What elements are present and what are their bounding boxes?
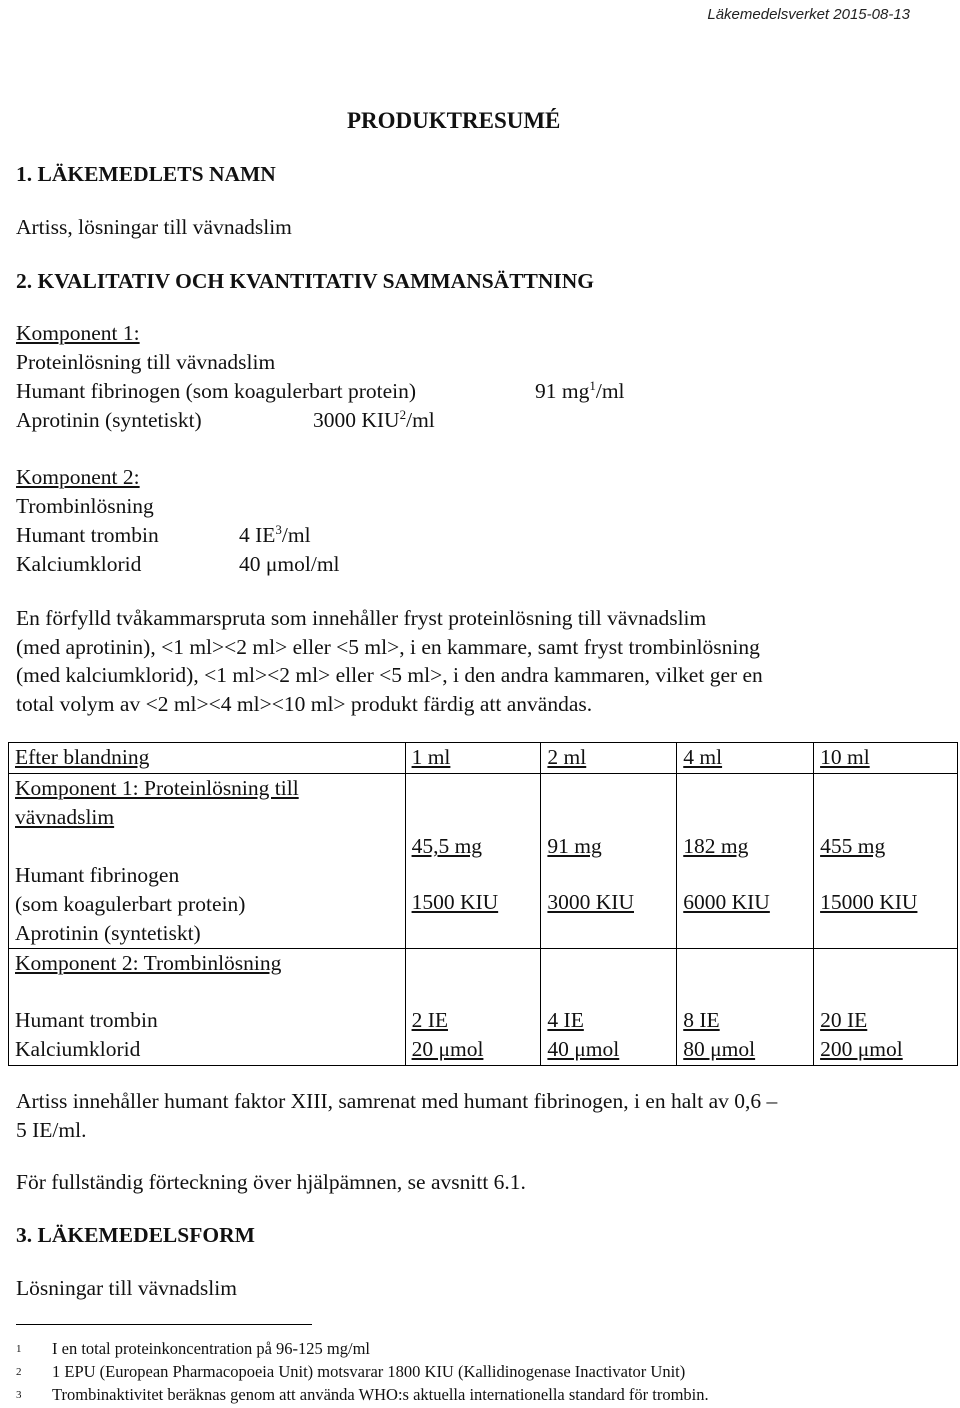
table-row-component-2 [9, 949, 958, 1066]
k1-aprotinin-label: Aprotinin (syntetiskt) [16, 408, 202, 432]
k1-aprotinin-value: 3000 KIU$^2$/ml [313, 406, 435, 432]
header-cell: 2 ml [541, 743, 677, 774]
header-cell: 1 ml [405, 743, 541, 774]
description-line-2: (med aprotinin), <1 ml><2 ml> eller <5 ml>, i en kammare, samt fryst trombinlösning [16, 635, 760, 659]
k2-calcium-label: Kalciumklorid [16, 552, 142, 576]
section-1-heading: 1. LÄKEMEDLETS NAMN [16, 162, 276, 186]
composition-table [8, 742, 958, 1066]
header-cell: 10 ml [814, 743, 958, 774]
value-cell: 2 IE 20 μmol [405, 949, 541, 1066]
footnote-separator [16, 1324, 312, 1325]
table-aprotinin-label: Aprotinin (syntetiskt) [15, 921, 201, 945]
k2-label-cell [9, 949, 406, 1066]
value-cell: 91 mg 3000 KIU [541, 774, 677, 949]
excipients-note: För fullständig förteckning över hjälpämnen, se avsnitt 6.1. [16, 1170, 526, 1194]
table-calcium-label: Kalciumklorid [15, 1037, 141, 1061]
factor-xiii-line-2: 5 IE/ml. [16, 1118, 87, 1142]
table-row-component-1 [9, 774, 958, 949]
component-1-title: Komponent 1: [16, 321, 140, 345]
component-2-title: Komponent 2: [16, 465, 140, 489]
k2-thrombin-value: 4 $IE^3/ml$ [239, 521, 311, 547]
table-thrombin-label: Humant trombin [15, 1008, 158, 1032]
product-name: Artiss, lösningar till vävnadslim [16, 215, 292, 239]
component-1-subtitle: Proteinlösning till vävnadslim [16, 350, 276, 374]
k2-thrombin-label: Humant trombin [16, 523, 159, 547]
table-fibrinogen-label: Humant fibrinogen [15, 863, 180, 887]
description-line-1: En förfylld tvåkammarspruta som innehåller fryst proteinlösning till vävnadslim [16, 606, 707, 630]
k1-table-title-line-2: vävnadslim [15, 805, 115, 829]
k1-fibrinogen-value: 91 $mg^1/ml$ [535, 377, 625, 403]
value-cell: 45,5 mg 1500 KIU [405, 774, 541, 949]
description-line-4: total volym av <2 ml><4 ml><10 ml> produkt färdig att användas. [16, 692, 593, 716]
value-cell: 4 IE 40 μmol [541, 949, 677, 1066]
table-fibrinogen-label-2: (som koagulerbart protein) [15, 892, 246, 916]
header-agency-date: Läkemedelsverket 2015-08-13 [707, 6, 910, 23]
k1-label-cell [9, 774, 406, 949]
k2-table-title: Komponent 2: Trombinlösning [15, 951, 282, 975]
footnote-3: 3 Trombinaktivitet beräknas genom att använda WHO:s aktuella internationella standard för trombin. [16, 1385, 709, 1404]
footnote-2: 2 1 EPU (European Pharmacopoeia Unit) motsvarar 1800 KIU (Kallidinogenase Inactivator Unit) [16, 1362, 686, 1381]
table-header-row [9, 743, 958, 774]
k1-fibrinogen-label: Humant fibrinogen (som koagulerbart protein) [16, 379, 417, 403]
value-cell: 455 mg 15000 KIU [814, 774, 958, 949]
description-line-3: (med kalciumklorid), <1 ml><2 ml> eller <5 ml>, i den andra kammaren, vilket ger en [16, 663, 763, 687]
footnote-1: 1 I en total proteinkoncentration på 96-125 mg/ml [16, 1339, 371, 1358]
value-cell: 8 IE 80 μmol [677, 949, 814, 1066]
pharmaceutical-form: Lösningar till vävnadslim [16, 1276, 237, 1300]
value-cell: 20 IE 200 μmol [814, 949, 958, 1066]
value-cell: 182 mg 6000 KIU [677, 774, 814, 949]
k2-calcium-value: 40 μmol/ml [239, 552, 340, 576]
header-cell: Efter blandning [9, 743, 406, 774]
k1-table-title-line-1: Komponent 1: Proteinlösning till [15, 776, 299, 800]
header-cell: 4 ml [677, 743, 814, 774]
section-3-heading: 3. LÄKEMEDELSFORM [16, 1223, 255, 1247]
section-2-heading: 2. KVALITATIV OCH KVANTITATIV SAMMANSÄTTNING [16, 269, 595, 293]
component-2-subtitle: Trombinlösning [16, 494, 154, 518]
factor-xiii-line-1: Artiss innehåller humant faktor XIII, samrenat med humant fibrinogen, i en halt av 0,6 – [16, 1089, 778, 1113]
document-title: PRODUKTRESUMÉ [347, 108, 561, 133]
